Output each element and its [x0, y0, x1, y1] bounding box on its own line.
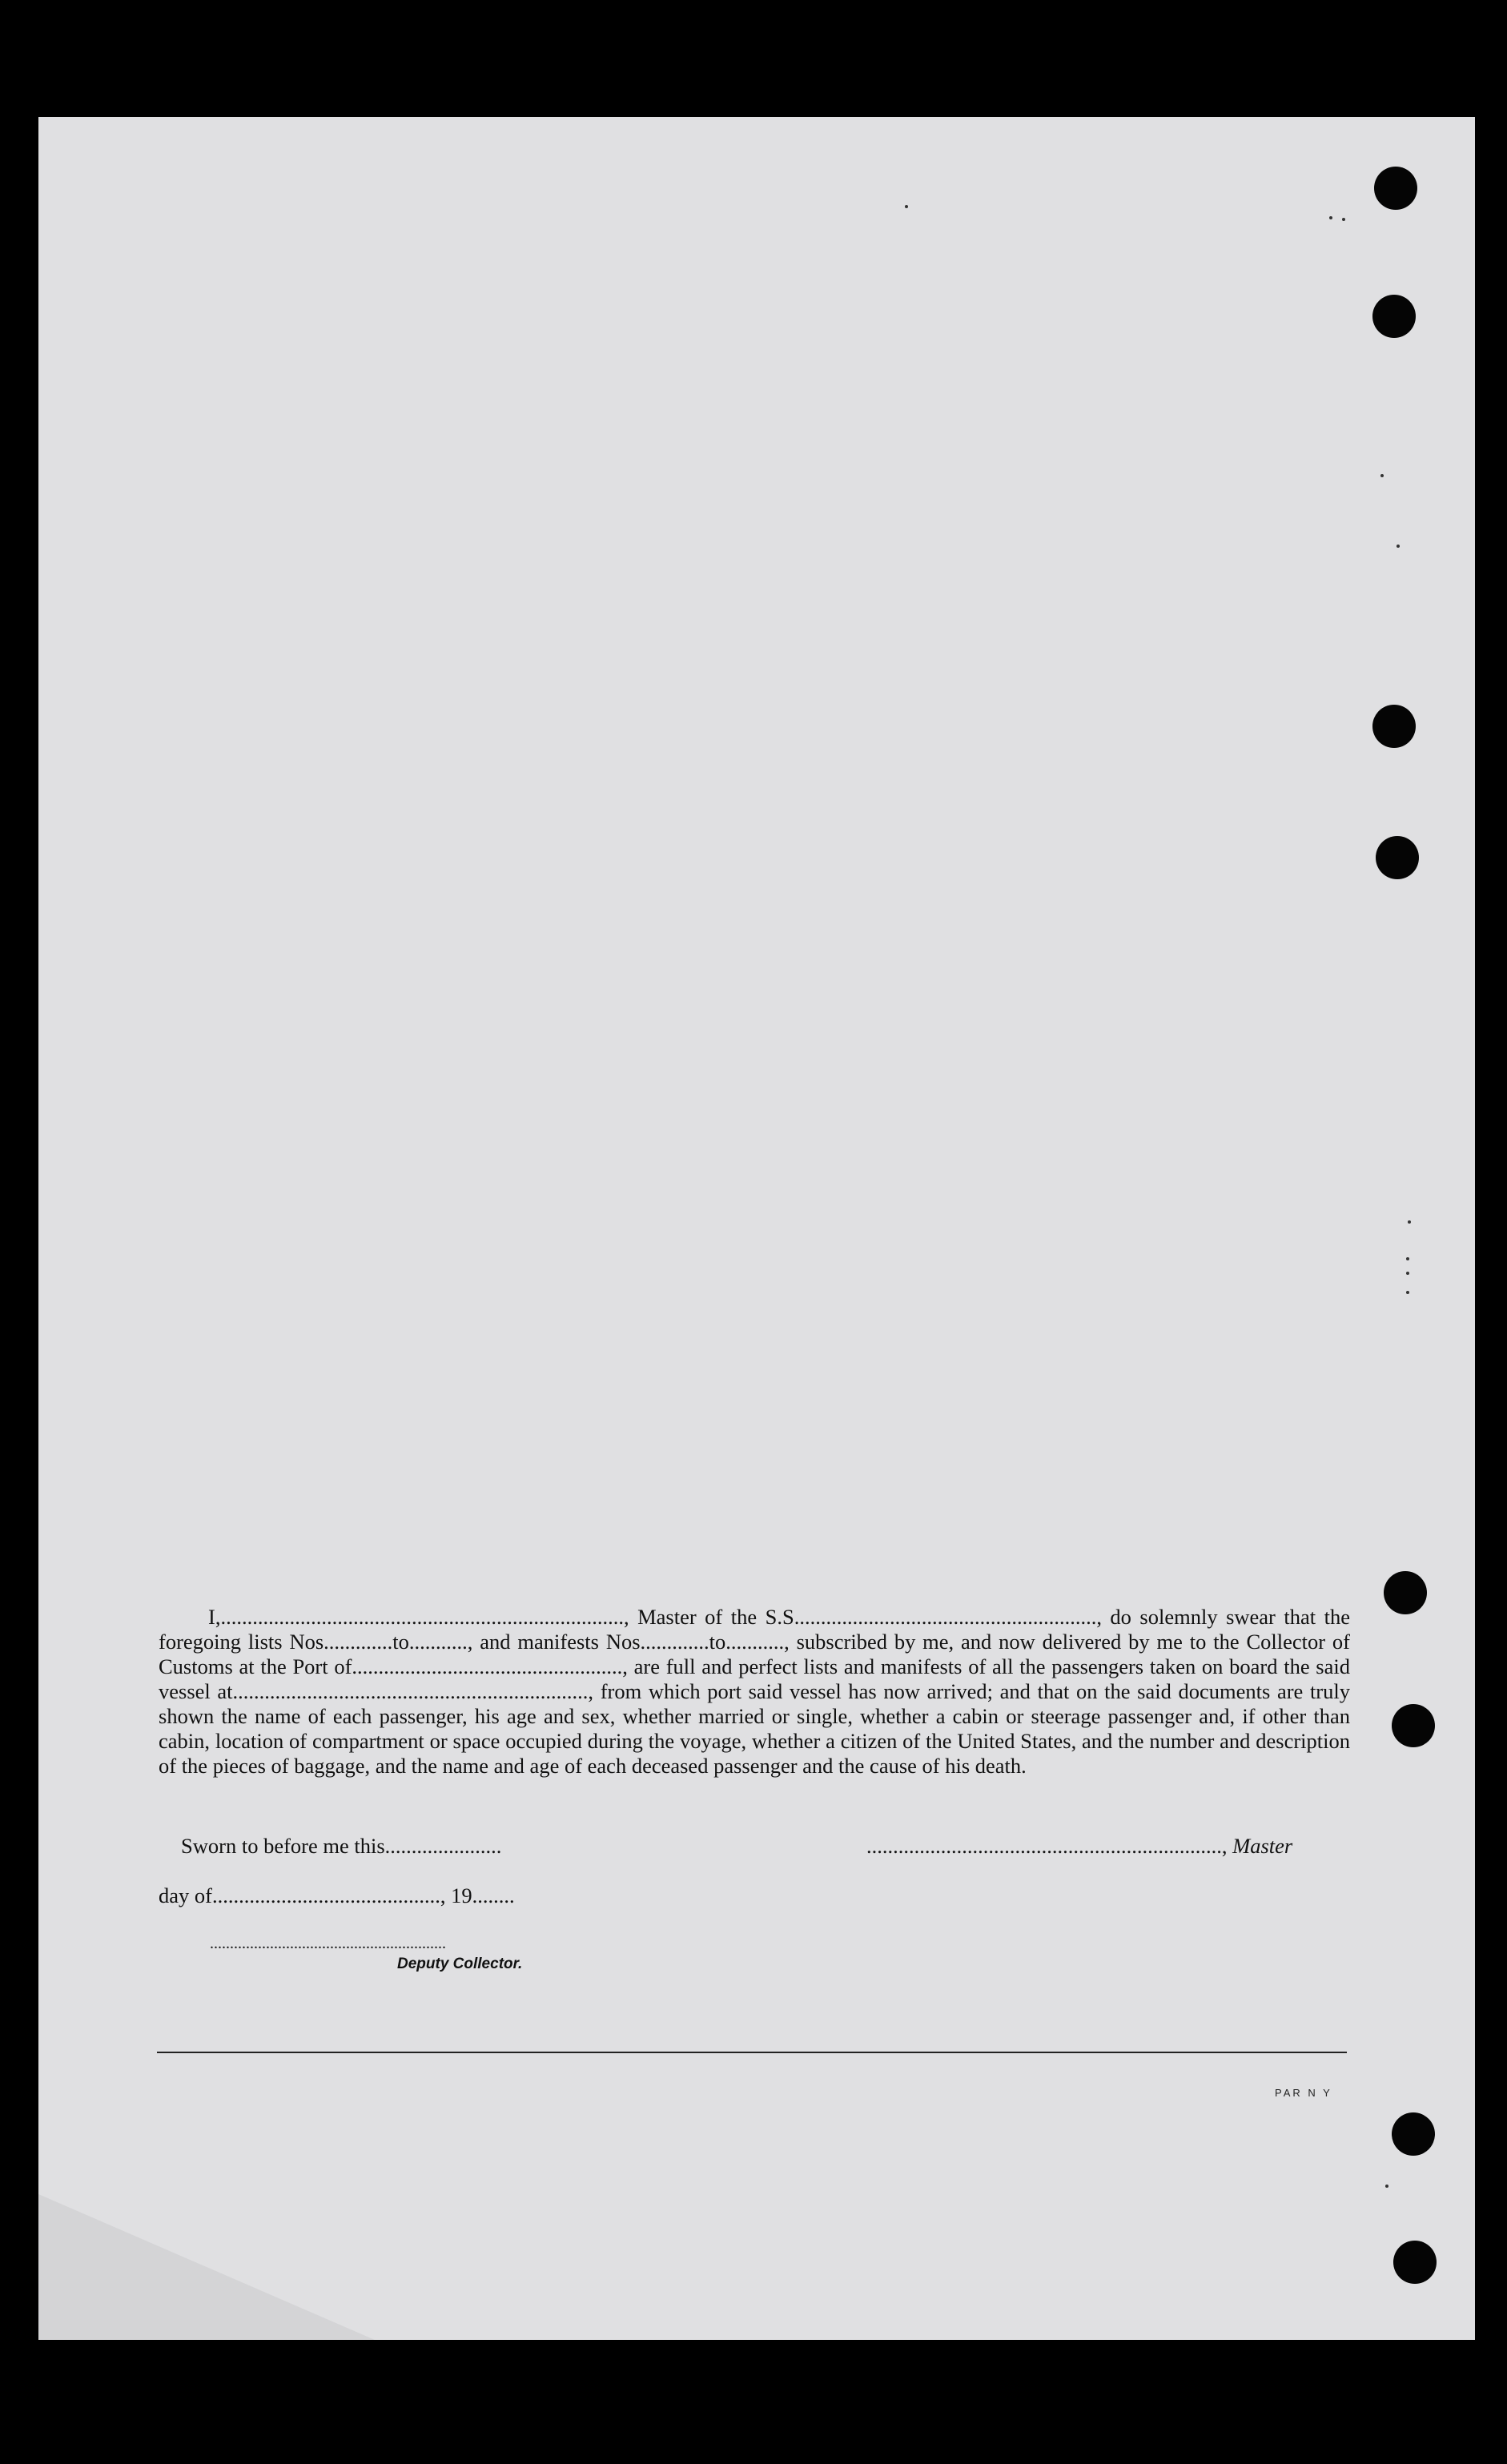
deputy-collector-line: ........................................................... — [210, 1935, 446, 1952]
punch-hole — [1372, 705, 1416, 748]
punch-hole — [1393, 2241, 1437, 2284]
punch-hole — [1392, 1704, 1435, 1747]
sworn-before-line: Sworn to before me this...................... — [181, 1834, 502, 1858]
speck-mark — [1385, 2185, 1388, 2188]
speck-mark — [905, 205, 908, 208]
oath-paragraph: I,............................................................................, Master of the S.S........................................................., do solemnly swear that the foregoing lists Nos.............to..........., and manifests Nos.............to..........., subscribed by me, and now delivered by me to the Collector of Customs at the Port of..................................................., are full and perfect lists and manifests of all the passengers taken on board the said vessel at..................................................................., from which port said vessel has now arrived; and that on the said documents are truly shown the name of each passenger, his age and sex, whether married or single, whether a cabin or steerage passenger and, if other than cabin, location of compartment or space occupied during the voyage, whether a citizen of the United States, and the number and description of the pieces of baggage, and the name and age of each deceased passenger and the cause of his death. — [159, 1605, 1350, 1778]
speck-mark — [1396, 545, 1400, 548]
punch-hole — [1384, 1571, 1427, 1614]
speck-mark — [1342, 218, 1345, 221]
punch-hole — [1392, 2112, 1435, 2156]
speck-mark — [1406, 1257, 1409, 1260]
footer-rule — [157, 2052, 1347, 2053]
master-signature-line — [866, 1834, 1292, 1859]
master-dotted-line: ..................................................................., — [866, 1834, 1228, 1858]
day-of-line: day of..........................................., 19........ — [159, 1883, 515, 1907]
speck-mark — [1329, 216, 1332, 219]
speck-mark — [1408, 1220, 1411, 1224]
punch-hole — [1376, 836, 1419, 879]
manifest-page — [38, 117, 1475, 2340]
punch-hole — [1372, 295, 1416, 338]
speck-mark — [1406, 1291, 1409, 1294]
speck-mark — [1406, 1272, 1409, 1275]
punch-hole — [1374, 167, 1417, 210]
master-label: Master — [1232, 1834, 1293, 1858]
page-fold-corner — [38, 2194, 375, 2340]
speck-mark — [1380, 474, 1384, 477]
deputy-collector-label: Deputy Collector. — [397, 1956, 523, 1972]
printer-mark: PAR N Y — [1275, 2087, 1332, 2099]
